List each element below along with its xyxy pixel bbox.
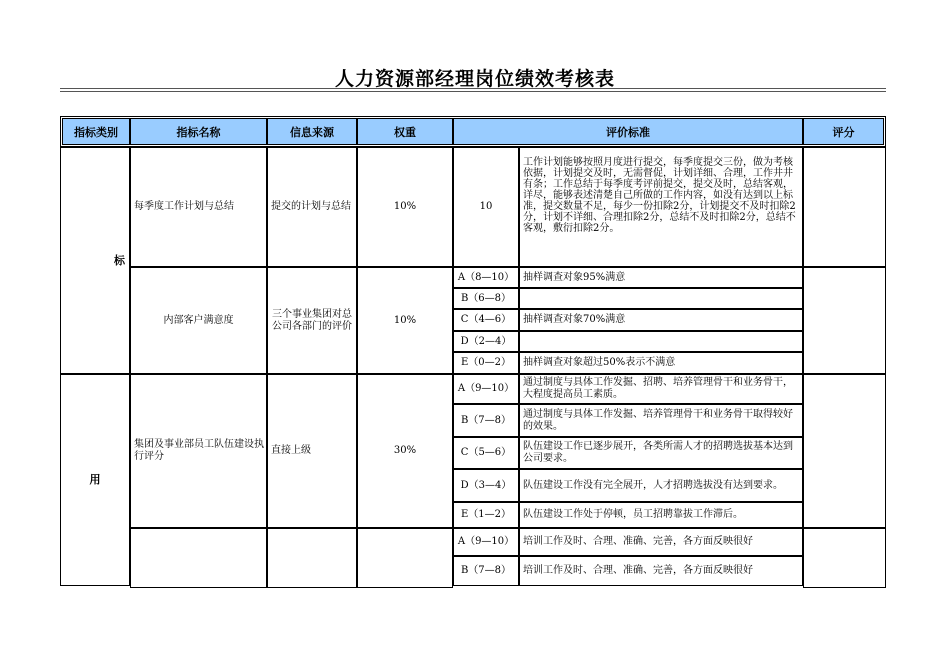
header-criteria: 评价标准 [453,118,803,145]
row2-grade-a: A（8—10） [453,267,519,288]
row3-grade-e: E（1—2） [453,502,519,528]
row2-desc-b [519,288,803,309]
row4-score-input[interactable] [803,528,886,588]
category-cell-first [60,147,130,374]
row3-desc-b: 通过制度与具体工作发掘、培养管理骨干和业务骨干取得较好的效果。 [519,404,803,437]
row2-grade-d: D（2—4） [453,331,519,352]
row2-grade-c: C（4—6） [453,309,519,331]
title-rule-top [60,88,886,89]
row2-desc-d [519,331,803,352]
page-title: 人力资源部经理岗位绩效考核表 [334,68,615,90]
header-category: 指标类别 [62,118,130,145]
header-score: 评分 [803,118,884,145]
row4-source [267,528,357,588]
row1-criteria: 工作计划能够按照月度进行提交，每季度提交三份，做为考核依据，计划提交及时，无需督促，计划详细、合理，工作井井有条；工作总结于每季度考评前提交，提交及时，总结客观，详尽，能够表述清楚自己所做的工作内容，如没有达到以上标准，提交数量不足，每少一份扣除2分，计划提交不及时扣除2分，计划不详细、合理扣除2分，总结不及时扣除2分，总结不客观，敷衍扣除2分。 [519,147,803,267]
row2-score-input[interactable] [803,267,886,374]
row2-name: 内部客户满意度 [130,267,267,374]
header-source: 信息来源 [267,118,357,145]
row3-grade-b: B（7—8） [453,404,519,437]
row1-source: 提交的计划与总结 [267,147,357,267]
row4-grade-a: A（9—10） [453,528,519,556]
row4-desc-a: 培训工作及时、合理、准确、完善，各方面反映很好 [519,528,803,556]
row4-weight [357,528,453,588]
header-name: 指标名称 [130,118,267,145]
category-cell-second [60,374,130,586]
row2-grade-b: B（6—8） [453,288,519,309]
row3-name: 集团及事业部员工队伍建设执行评分 [130,374,267,528]
row3-grade-a: A（9—10） [453,374,519,404]
category-label: 用 [89,473,101,486]
row3-source: 直接上级 [267,374,357,528]
row2-weight: 10% [357,267,453,374]
row2-desc-a: 抽样调查对象95%满意 [519,267,803,288]
row4-desc-b: 培训工作及时、合理、准确、完善，各方面反映很好 [519,556,803,586]
row1-name: 每季度工作计划与总结 [130,147,267,267]
row2-source: 三个事业集团对总公司各部门的评价 [267,267,357,374]
row3-desc-c: 队伍建设工作已逐步展开，各类所需人才的招聘选拔基本达到公司要求。 [519,437,803,469]
row3-grade-c: C（5—6） [453,437,519,469]
row2-grade-e: E（0—2） [453,352,519,374]
row1-score-input[interactable] [803,147,886,267]
row2-desc-e: 抽样调查对象超过50%表示不满意 [519,352,803,374]
title-rule-bottom [60,91,886,92]
row3-score-input[interactable] [803,374,886,528]
row3-desc-d: 队伍建设工作没有完全展开，人才招聘选拔没有达到要求。 [519,469,803,502]
row1-full-score: 10 [453,147,519,267]
row3-desc-e: 队伍建设工作处于停顿，员工招聘靠拔工作滞后。 [519,502,803,528]
row2-desc-c: 抽样调查对象70%满意 [519,309,803,331]
row4-grade-b: B（7—8） [453,556,519,586]
row3-grade-d: D（3—4） [453,469,519,502]
header-weight: 权重 [357,118,453,145]
row3-desc-a: 通过制度与具体工作发掘、招聘、培养管理骨干和业务骨干，大程度提高员工素质。 [519,374,803,404]
row4-name [130,528,267,588]
category-label: 标 [114,253,125,267]
row1-weight: 10% [357,147,453,267]
row3-weight: 30% [357,374,453,528]
